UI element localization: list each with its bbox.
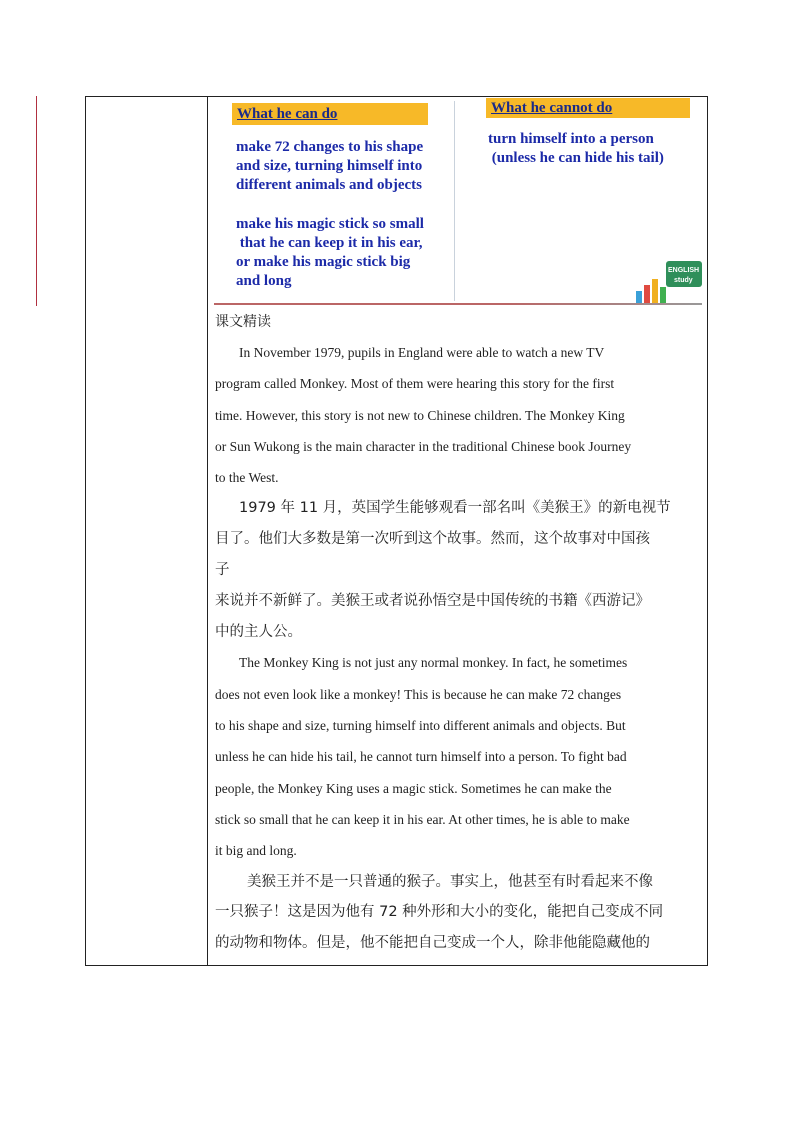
text-line: unless he can hide his tail, he cannot turn himself into a person. To fight bad [215, 749, 627, 765]
text-line: 美猴王并不是一只普通的猴子。事实上，他甚至有时看起来不像 [247, 873, 653, 890]
text-line: 1979 年 11 月，英国学生能够观看一部名叫《美猴王》的新电视节 [239, 500, 671, 517]
text-line: In November 1979, pupils in England were able to watch a new TV [239, 345, 605, 360]
can-do-header: What he can do [232, 103, 428, 125]
text-line: people, the Monkey King uses a magic stick. Sometimes he can make the [215, 780, 612, 796]
text-line: does not even look like a monkey! This is because he can make 72 changes [215, 686, 622, 702]
reading-section [215, 311, 703, 959]
english-paragraph-1 [215, 337, 703, 493]
english-study-badge [630, 249, 702, 305]
text-line: 一只猴子！这是因为他有 72 种外形和大小的变化，能把自己变成不同 [215, 904, 664, 921]
text-line: 目了。他们大多数是第一次听到这个故事。然而，这个故事对中国孩 [215, 531, 650, 548]
svg-text:study: study [674, 277, 693, 284]
text-line: it big and long. [215, 843, 297, 859]
slide-image [214, 97, 702, 305]
reading-heading: 课文精读 [215, 314, 271, 330]
text-line: program called Monkey. Most of them were hearing this story for the first [215, 376, 615, 392]
text-line: 的动物和物体。但是，他不能把自己变成一个人，除非他能隐藏他的 [215, 935, 650, 952]
text-line: to his shape and size, turning himself into different animals and objects. But [215, 718, 626, 734]
cannot-do-header: What he cannot do [486, 98, 690, 118]
text-line: 中的主人公。 [215, 623, 302, 640]
can-do-item-2: make his magic stick so small that he can keep it in his ear, or make his magic stick big and long [236, 216, 424, 289]
lesson-table [85, 96, 708, 966]
svg-text:ENGLISH: ENGLISH [668, 267, 700, 274]
cannot-do-item: turn himself into a person (unless he can hide his tail) [488, 131, 664, 166]
content-cell [208, 97, 707, 965]
can-do-item-1: make 72 changes to his shape and size, turning himself into different animals and objects [236, 139, 424, 193]
chinese-translation-2 [215, 867, 703, 959]
slide-divider [454, 101, 455, 301]
slide-bottom-rule [214, 303, 702, 305]
text-line: 子 [215, 562, 230, 579]
text-line: to the West. [215, 470, 279, 486]
chinese-translation-1 [215, 493, 703, 647]
margin-line [36, 96, 37, 306]
text-line: The Monkey King is not just any normal monkey. In fact, he sometimes [239, 655, 628, 671]
text-line: stick so small that he can keep it in his ear. At other times, he is able to make [215, 811, 630, 827]
text-line: time. However, this story is not new to Chinese children. The Monkey King [215, 407, 625, 423]
english-paragraph-2 [215, 647, 703, 866]
text-line: or Sun Wukong is the main character in the traditional Chinese book Journey [215, 438, 632, 454]
text-line: 来说并不新鲜了。美猴王或者说孙悟空是中国传统的书籍《西游记》 [215, 592, 650, 609]
